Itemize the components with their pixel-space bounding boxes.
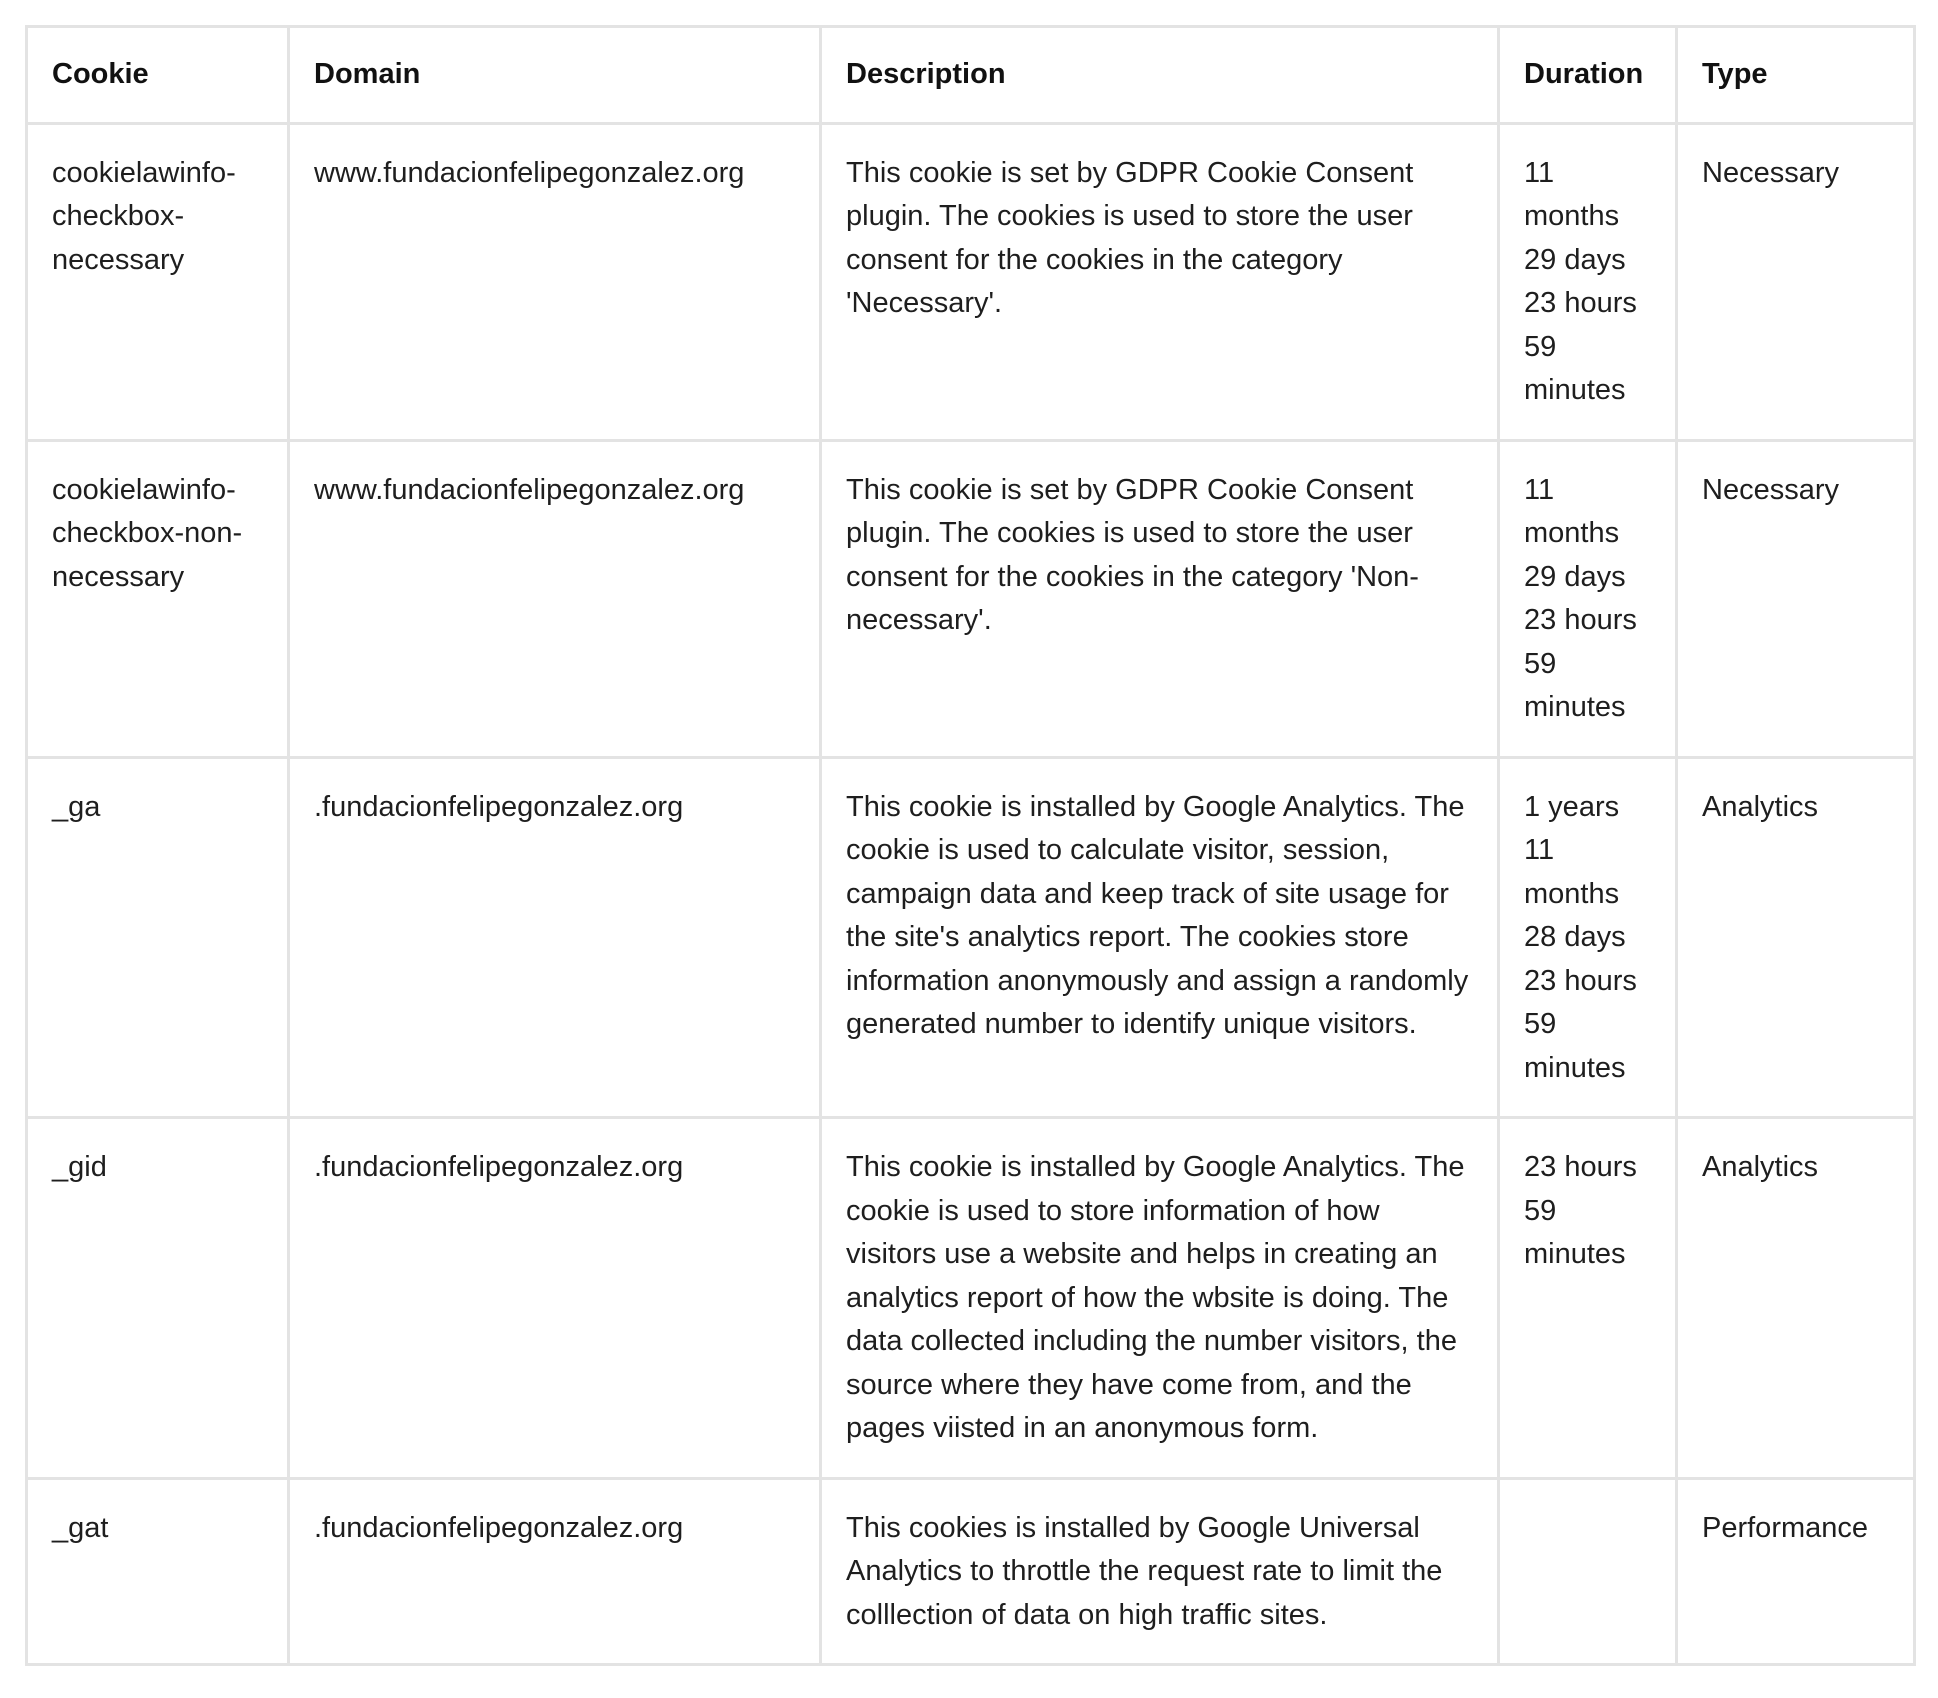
description-cell: This cookie is installed by Google Analytics. The cookie is used to store information of how visitors use a website and helps in creating an analytics report of how the wbsite is doing. The data collected including the number visitors, the source where they have come from, and the pages viisted in an anonymous form. <box>821 1118 1499 1479</box>
domain-cell: .fundacionfelipegonzalez.org <box>289 1118 821 1479</box>
duration-cell: 23 hours 59 minutes <box>1499 1118 1677 1479</box>
type-cell: Analytics <box>1677 1118 1915 1479</box>
table-row <box>27 440 1915 757</box>
duration-cell: 1 years 11 months 28 days 23 hours 59 minutes <box>1499 757 1677 1118</box>
description-cell: This cookies is installed by Google Universal Analytics to throttle the request rate to limit the colllection of data on high traffic sites. <box>821 1478 1499 1665</box>
cookie-name-cell: cookielawinfo-​checkbox-​necessary <box>27 123 289 440</box>
type-cell: Necessary <box>1677 123 1915 440</box>
description-cell: This cookie is set by GDPR Cookie Consent plugin. The cookies is used to store the user consent for the cookies in the category 'Necessary'. <box>821 123 1499 440</box>
domain-cell: .fundacionfelipegonzalez.org <box>289 757 821 1118</box>
type-cell: Analytics <box>1677 757 1915 1118</box>
table-row <box>27 1478 1915 1665</box>
column-header-duration: Duration <box>1499 27 1677 124</box>
description-cell: This cookie is set by GDPR Cookie Consent plugin. The cookies is used to store the user consent for the cookies in the category 'Non-necessary'. <box>821 440 1499 757</box>
table-row <box>27 1118 1915 1479</box>
domain-cell: www.fundacionfelipegonzalez.org <box>289 123 821 440</box>
type-cell: Performance <box>1677 1478 1915 1665</box>
cookie-table <box>25 25 1916 1666</box>
column-header-domain: Domain <box>289 27 821 124</box>
column-header-type: Type <box>1677 27 1915 124</box>
cookie-table-container <box>25 25 1913 1666</box>
column-header-description: Description <box>821 27 1499 124</box>
cookie-name-cell: _ga <box>27 757 289 1118</box>
domain-cell: .fundacionfelipegonzalez.org <box>289 1478 821 1665</box>
duration-cell: 11 months 29 days 23 hours 59 minutes <box>1499 440 1677 757</box>
duration-cell <box>1499 1478 1677 1665</box>
domain-cell: www.fundacionfelipegonzalez.org <box>289 440 821 757</box>
description-cell: This cookie is installed by Google Analytics. The cookie is used to calculate visitor, session, campaign data and keep track of site usage for the site's analytics report. The cookies store information anonymously and assign a randomly generated number to identify unique visitors. <box>821 757 1499 1118</box>
cookie-name-cell: _gat <box>27 1478 289 1665</box>
cookie-name-cell: cookielawinfo-​checkbox-​non-​necessary <box>27 440 289 757</box>
table-row <box>27 757 1915 1118</box>
column-header-cookie: Cookie <box>27 27 289 124</box>
cookie-name-cell: _gid <box>27 1118 289 1479</box>
type-cell: Necessary <box>1677 440 1915 757</box>
table-header-row <box>27 27 1915 124</box>
table-row <box>27 123 1915 440</box>
duration-cell: 11 months 29 days 23 hours 59 minutes <box>1499 123 1677 440</box>
